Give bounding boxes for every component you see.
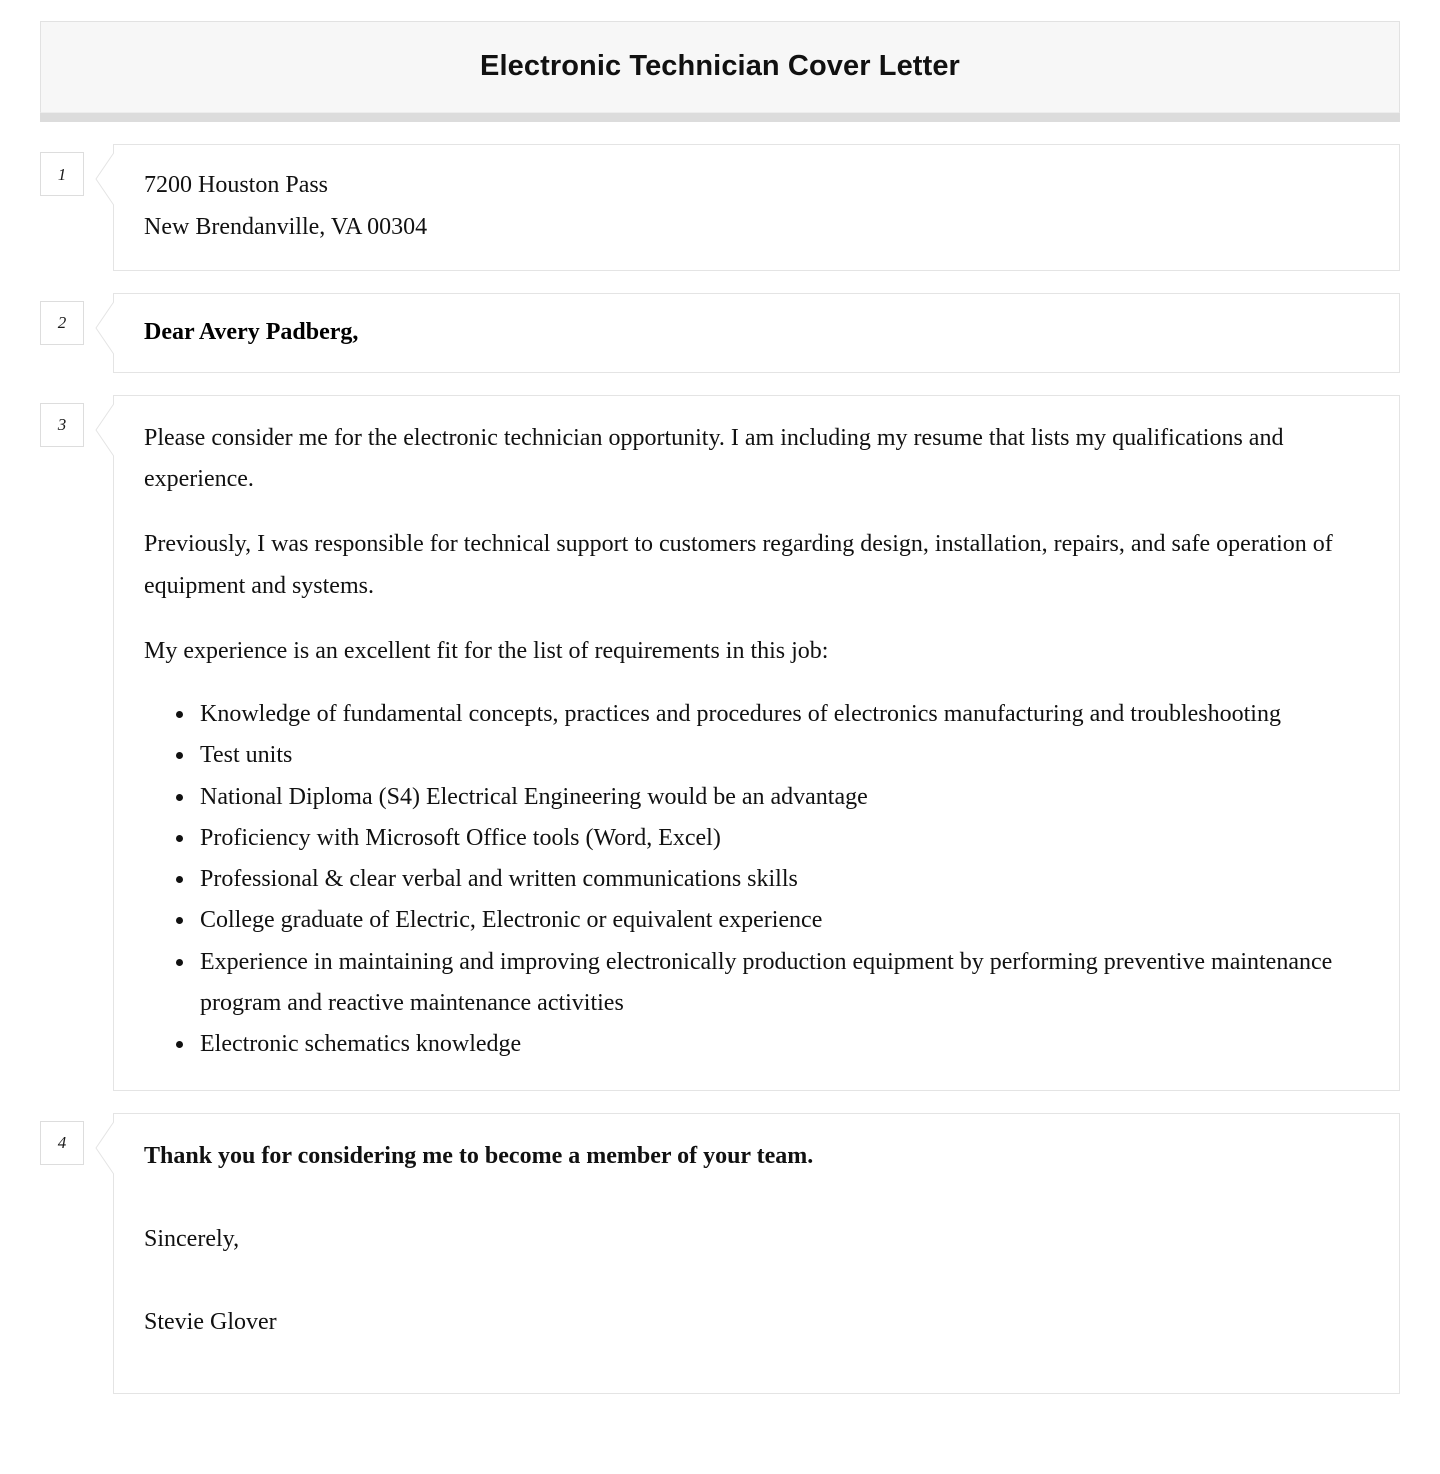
letter-block-closing xyxy=(40,1091,1400,1395)
list-item: • Knowledge of fundamental concepts, practices and procedures of electronics manufacturing and troubleshooting xyxy=(196,694,1373,735)
notch-pointer-icon xyxy=(95,1121,114,1175)
block-number-marker: 4 xyxy=(40,1121,84,1165)
address-line-2: New Brendanville, VA 00304 xyxy=(144,213,428,240)
block-number-marker: 2 xyxy=(40,301,84,345)
notch-pointer-icon xyxy=(95,152,114,206)
requirements-list xyxy=(144,694,1373,1065)
block-number-marker: 1 xyxy=(40,152,84,196)
page-title: Electronic Technician Cover Letter xyxy=(480,50,960,82)
body-block[interactable] xyxy=(113,395,1400,1091)
list-item: • Experience in maintaining and improving electronically production equipment by performing preventive maintenance program and reactive maintenance activities xyxy=(196,942,1373,1025)
salutation-block[interactable] xyxy=(113,293,1400,373)
list-item: • College graduate of Electric, Electronic or equivalent experience xyxy=(196,900,1373,941)
document-header xyxy=(40,21,1400,122)
list-item: • Electronic schematics knowledge xyxy=(196,1024,1373,1065)
letter-block-salutation xyxy=(40,271,1400,373)
closing-heading: Thank you for considering me to become a member of your team. xyxy=(144,1142,814,1169)
cover-letter-page xyxy=(0,21,1440,1394)
notch-pointer-icon xyxy=(95,301,114,355)
body-paragraph-1: Please consider me for the electronic technician opportunity. I am including my resume that lists my qualifications and experience. xyxy=(144,424,1284,493)
body-paragraph-2: Previously, I was responsible for technical support to customers regarding design, installation, repairs, and safe operation of equipment and systems. xyxy=(144,531,1333,599)
list-item: • Test units xyxy=(196,735,1373,776)
block-number-marker: 3 xyxy=(40,403,84,447)
address-line-1: 7200 Houston Pass xyxy=(144,172,329,199)
list-item: • National Diploma (S4) Electrical Engineering would be an advantage xyxy=(196,777,1373,818)
list-item: • Proficiency with Microsoft Office tools (Word, Excel) xyxy=(196,818,1373,859)
salutation-text: Dear Avery Padberg, xyxy=(144,318,359,345)
list-item: • Professional & clear verbal and written communications skills xyxy=(196,859,1373,900)
closing-signature: Stevie Glover xyxy=(144,1309,277,1336)
body-paragraph-3: My experience is an excellent fit for the list of requirements in this job: xyxy=(144,637,829,664)
document-header-panel xyxy=(40,21,1400,113)
closing-signoff: Sincerely, xyxy=(144,1225,240,1252)
letter-block-body xyxy=(40,373,1400,1091)
letter-blocks xyxy=(0,122,1440,1394)
letter-block-address xyxy=(40,122,1400,271)
address-block[interactable] xyxy=(113,144,1400,271)
notch-pointer-icon xyxy=(95,403,114,457)
closing-block[interactable] xyxy=(113,1113,1400,1395)
